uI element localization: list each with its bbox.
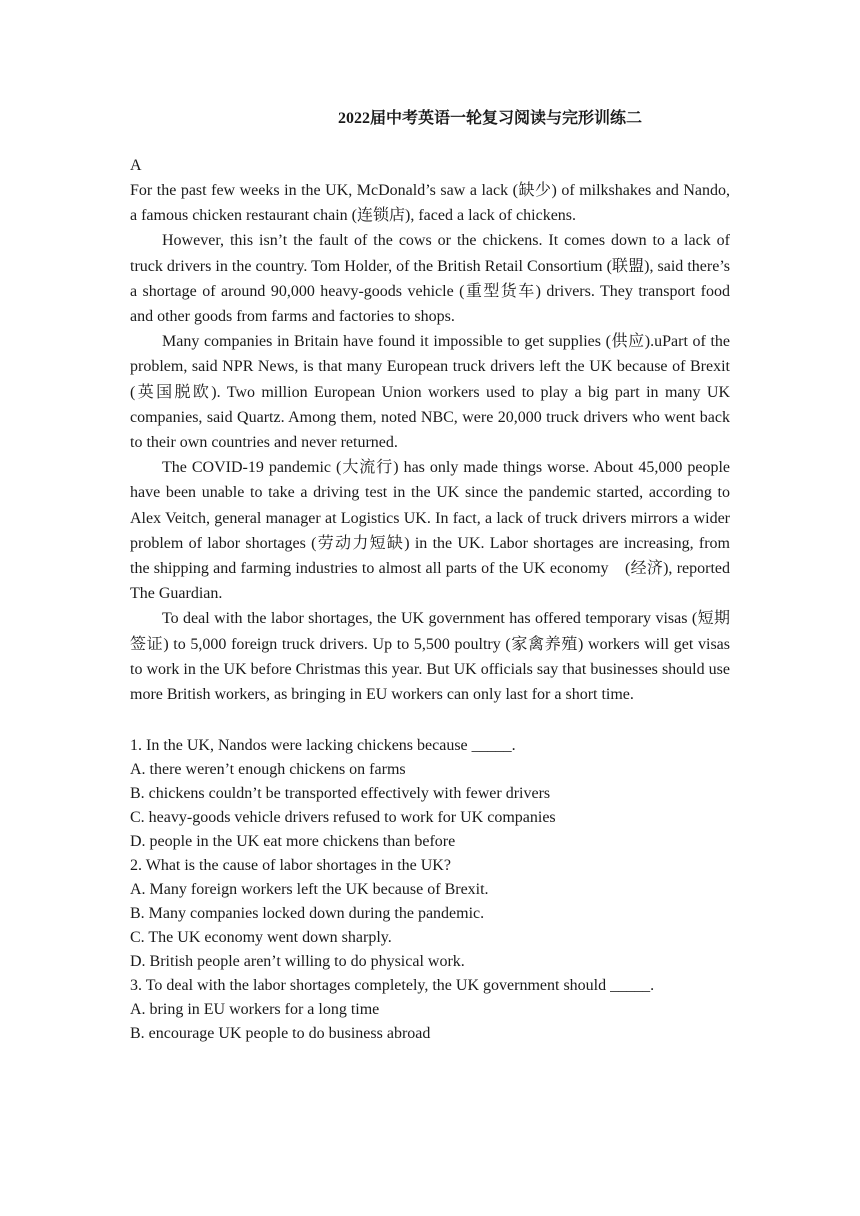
answer-option: D. people in the UK eat more chickens than before	[130, 833, 456, 850]
passage-paragraph: To deal with the labor shortages, the UK government has offered temporary visas (短期签证) to 5,000 foreign truck drivers. Up to 5,500 poultry (家禽养殖) workers will get visas to work in the UK before Christmas this year. But UK officials say that businesses should use more British workers, as bringing in EU workers can only last for a short time.	[130, 610, 730, 704]
question-stem: 2. What is the cause of labor shortages in the UK?	[130, 857, 451, 874]
question-list	[130, 734, 730, 1046]
answer-option: B. encourage UK people to do business abroad	[130, 1025, 431, 1042]
reading-passage	[130, 178, 730, 707]
passage-paragraph: For the past few weeks in the UK, McDonald’s saw a lack (缺少) of milkshakes and Nando, a famous chicken restaurant chain (连锁店), faced a lack of chickens.	[130, 182, 730, 225]
answer-option: A. there weren’t enough chickens on farms	[130, 761, 406, 778]
passage-paragraph: Many companies in Britain have found it impossible to get supplies (供应).uPart of the problem, said NPR News, is that many European truck drivers left the UK because of Brexit (英国脱欧). Two million European Union workers used to play a big part in many UK companies, said Quartz. Among them, noted NBC, were 20,000 truck drivers who went back to their own countries and never returned.	[130, 333, 730, 452]
section-label: A	[130, 157, 142, 174]
question-stem: 1. In the UK, Nandos were lacking chickens because _____.	[130, 737, 516, 754]
passage-paragraph: The COVID-19 pandemic (大流行) has only made things worse. About 45,000 people have been unable to take a driving test in the UK since the pandemic started, according to Alex Veitch, general manager at Logistics UK. In fact, a lack of truck drivers mirrors a wider problem of labor shortages (劳动力短缺) in the UK. Labor shortages are increasing, from the shipping and farming industries to almost all parts of the UK economy (经济), reported The Guardian.	[130, 459, 730, 603]
answer-option: C. The UK economy went down sharply.	[130, 929, 392, 946]
document-title: 2022届中考英语一轮复习阅读与完形训练二	[338, 110, 643, 127]
answer-option: C. heavy-goods vehicle drivers refused to work for UK companies	[130, 809, 556, 826]
answer-option: A. bring in EU workers for a long time	[130, 1001, 380, 1018]
answer-option: B. chickens couldn’t be transported effectively with fewer drivers	[130, 785, 551, 802]
answer-option: D. British people aren’t willing to do physical work.	[130, 953, 465, 970]
passage-paragraph: However, this isn’t the fault of the cows or the chickens. It comes down to a lack of truck drivers in the country. Tom Holder, of the British Retail Consortium (联盟), said there’s a shortage of around 90,000 heavy-goods vehicle (重型货车) drivers. They transport food and other goods from farms and factories to shops.	[130, 232, 730, 326]
answer-option: A. Many foreign workers left the UK because of Brexit.	[130, 881, 489, 898]
answer-option: B. Many companies locked down during the pandemic.	[130, 905, 485, 922]
question-stem: 3. To deal with the labor shortages completely, the UK government should _____.	[130, 977, 655, 994]
